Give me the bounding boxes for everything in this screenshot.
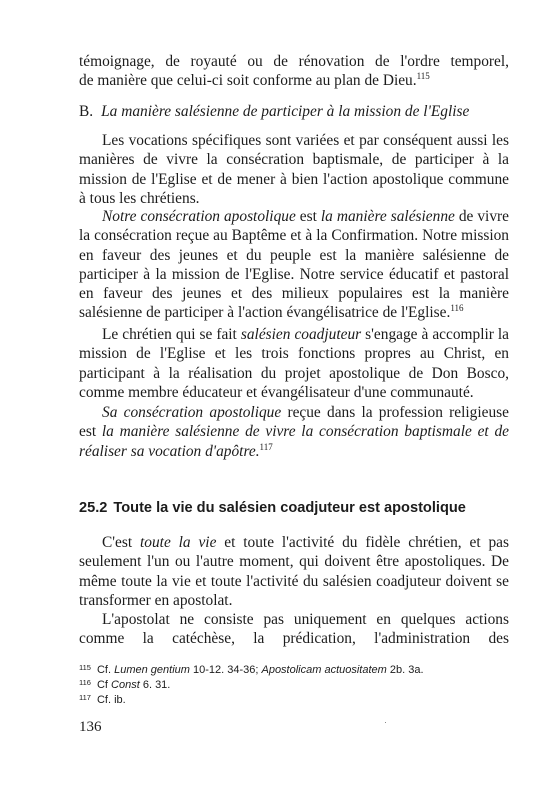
footnote-ref: 116 bbox=[450, 303, 464, 314]
paragraph: Les vocations spécifiques sont variées et par conséquent aussi les manières de vivre la consécration baptismale, de participer à la mission de l'Eglise et de mener à bien l'action apostolique commune à tous les chrétiens. bbox=[79, 132, 509, 207]
footnote-ref: 117 bbox=[259, 441, 273, 452]
paragraph bbox=[79, 533, 509, 610]
footnote-text: Cf. bbox=[96, 664, 115, 676]
footnote bbox=[79, 690, 519, 708]
footnote-text: 6. 31. bbox=[139, 679, 171, 691]
paragraph-text: reçue dans la profession religieuse est bbox=[79, 404, 509, 441]
emphasis: la manière salésienne de vivre la consécration baptismale et de réaliser sa vocation d'apôtre. bbox=[79, 423, 509, 460]
footnote-emphasis: Const bbox=[111, 679, 140, 691]
footnote-text: Cf. ib. bbox=[96, 694, 126, 706]
paragraph-text: est bbox=[295, 208, 321, 225]
section-number: 25.2 bbox=[79, 500, 108, 516]
paragraph-continuation bbox=[79, 52, 509, 91]
paragraph bbox=[79, 325, 509, 402]
section-heading-25-2 bbox=[79, 499, 509, 517]
paragraph: L'apostolat ne consiste pas uniquement en quelques actions comme la catéchèse, la prédication, l'administration des bbox=[79, 611, 509, 648]
paragraph-text: Le chrétien qui se fait bbox=[102, 326, 241, 343]
emphasis: salésien coadjuteur bbox=[240, 326, 362, 343]
paragraph-text: C'est bbox=[102, 534, 140, 551]
speck bbox=[385, 722, 386, 723]
paragraph-line-text: de manière que celui-ci soit conforme au plan de Dieu. bbox=[79, 72, 417, 90]
footnote-text: 10-12. 34-36; bbox=[189, 664, 262, 676]
emphasis: la manière salésienne bbox=[320, 208, 455, 225]
footnote-number: 117 bbox=[79, 693, 91, 702]
footnote-emphasis: Apostolicam actuositatem bbox=[261, 664, 387, 676]
footnote-text: Cf bbox=[96, 679, 112, 691]
section-label: B. bbox=[79, 103, 94, 120]
footnote-ref: 115 bbox=[416, 71, 430, 82]
paragraph-line: témoignage, de royauté ou de rénovation de l'ordre temporel, bbox=[79, 53, 509, 70]
paragraph-text: s'engage à accomplir la mission de l'Eglise et les trois fonctions propres au Christ, en participant à la réalisation du projet apostolique de Don Bosco, comme membre éducateur et évangélisateur d'une communauté. bbox=[79, 326, 509, 401]
paragraph bbox=[79, 403, 509, 461]
footnote-text: 2b. 3a. bbox=[386, 664, 424, 676]
paragraph-text: de vivre la consécration reçue au Baptême et à la Confirmation. Notre mission en faveur des jeunes et du peuple est la manière salésienne de participer à la mission de l'Eglise. Notre service éducatif et pastoral en faveur des jeunes et des milieux populaires est la manière salésienne de participer à l'action évangélisatrice de l'Eglise. bbox=[79, 208, 509, 322]
emphasis: toute la vie bbox=[140, 534, 217, 551]
paragraph-line bbox=[79, 71, 509, 90]
paragraph-text: et toute l'activité du fidèle chrétien, et pas seulement l'un ou l'autre moment, qui doivent être apostoliques. De même toute la vie et toute l'activité du salésien coadjuteur doivent se transformer en apostolat. bbox=[79, 534, 509, 609]
section-heading-b bbox=[79, 102, 509, 121]
emphasis: Notre consécration apostolique bbox=[102, 208, 296, 225]
emphasis: Sa consécration apostolique bbox=[102, 404, 282, 421]
footnote-emphasis: Lumen gentium bbox=[114, 664, 190, 676]
paragraph bbox=[79, 207, 509, 323]
section-title: Toute la vie du salésien coadjuteur est apostolique bbox=[113, 500, 466, 516]
footnote-number: 116 bbox=[79, 678, 91, 687]
page-number: 136 bbox=[79, 719, 102, 735]
footnote-number: 115 bbox=[79, 663, 91, 672]
section-title: La manière salésienne de participer à la mission de l'Eglise bbox=[101, 103, 470, 120]
